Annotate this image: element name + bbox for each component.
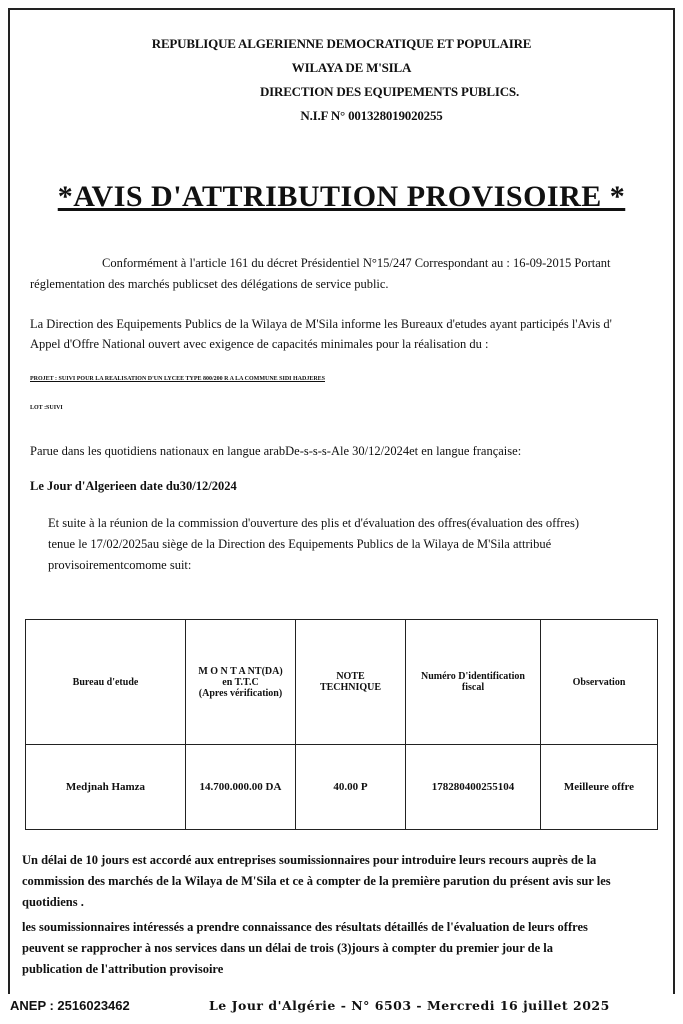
delai-line-1: Un délai de 10 jours est accordé aux entreprises soumissionnaires pour introduire leurs recours auprès de la xyxy=(22,853,597,867)
footer-anep: ANEP : 2516023462 xyxy=(10,998,134,1013)
delai-line-2: commission des marchés de la Wilaya de M'Sila et ce à compter de la première parution du présent avis sur les xyxy=(22,874,611,888)
footer xyxy=(0,994,683,1018)
soumissionnaires-line-3: publication de l'attribution provisoire xyxy=(22,962,224,976)
suite-line-1: Et suite à la réunion de la commission d'ouverture des plis et d'évaluation des offres(évaluation des offres) xyxy=(48,516,579,530)
header-note: NOTE TECHNIQUE xyxy=(296,620,406,745)
header-bureau: Bureau d'etude xyxy=(26,620,186,745)
parue-line: Parue dans les quotidiens nationaux en langue arabDe-s-s-s-Ale 30/12/2024et en langue française: xyxy=(30,444,522,458)
attribution-table xyxy=(25,619,658,830)
cell-observation: Meilleure offre xyxy=(541,745,658,830)
direction-line-2: Appel d'Offre National ouvert avec exigence de capacités minimales pour la réalisation du : xyxy=(30,337,489,351)
header-wilaya: WILAYA DE M'SILA xyxy=(291,60,412,75)
cell-montant: 14.700.000.00 DA xyxy=(186,745,296,830)
header-direction: DIRECTION DES EQUIPEMENTS PUBLICS. xyxy=(259,84,520,99)
journal-date-line: Le Jour d'Algerieen date du30/12/2024 xyxy=(30,479,237,493)
direction-line-1: La Direction des Equipements Publics de la Wilaya de M'Sila informe les Bureaux d'etudes ayant participés l'Avis d' xyxy=(30,317,612,331)
delai-line-3: quotidiens . xyxy=(22,895,84,909)
cell-bureau: Medjnah Hamza xyxy=(26,745,186,830)
table-row xyxy=(26,745,658,830)
soumissionnaires-line-1: les soumissionnaires intéressés a prendre connaissance des résultats détaillés de l'évaluation de leurs offres xyxy=(22,920,588,934)
intro-line-2: réglementation des marchés publicset des délégations de service public. xyxy=(30,277,389,291)
projet-line: PROJET : SUIVI POUR LA REALISATION D'UN LYCEE TYPE 800/200 R A LA COMMUNE SIDI HADJERES xyxy=(30,376,325,382)
header-observation: Observation xyxy=(541,620,658,745)
header-nif: N.I.F N° 001328019020255 xyxy=(300,108,443,123)
cell-nif: 178280400255104 xyxy=(406,745,541,830)
suite-line-2: tenue le 17/02/2025au siège de la Direction des Equipements Publics de la Wilaya de M'Sila attribué xyxy=(48,537,552,551)
header-republique: REPUBLIQUE ALGERIENNE DEMOCRATIQUE ET POPULAIRE xyxy=(151,36,532,51)
header-montant: M O N T A NT(DA) en T.T.C (Apres vérification) xyxy=(186,620,296,745)
suite-line-3: provisoirementcomome suit: xyxy=(48,558,192,572)
lot-line: LOT :SUIVI xyxy=(30,405,63,411)
header-nif: Numéro D'identification fiscal xyxy=(406,620,541,745)
table-header-row xyxy=(26,620,658,745)
page-title: *AVIS D'ATTRIBUTION PROVISOIRE * xyxy=(57,180,626,213)
footer-journal: Le Jour d'Algérie - N° 6503 - Mercredi 16 juillet 2025 xyxy=(205,998,614,1013)
cell-note: 40.00 P xyxy=(296,745,406,830)
soumissionnaires-line-2: peuvent se rapprocher à nos services dans un délai de trois (3)jours à compter du premier jour de la xyxy=(22,941,554,955)
intro-line-1: Conformément à l'article 161 du décret Présidentiel N°15/247 Correspondant au : 16-09-2015 Portant xyxy=(102,256,611,270)
